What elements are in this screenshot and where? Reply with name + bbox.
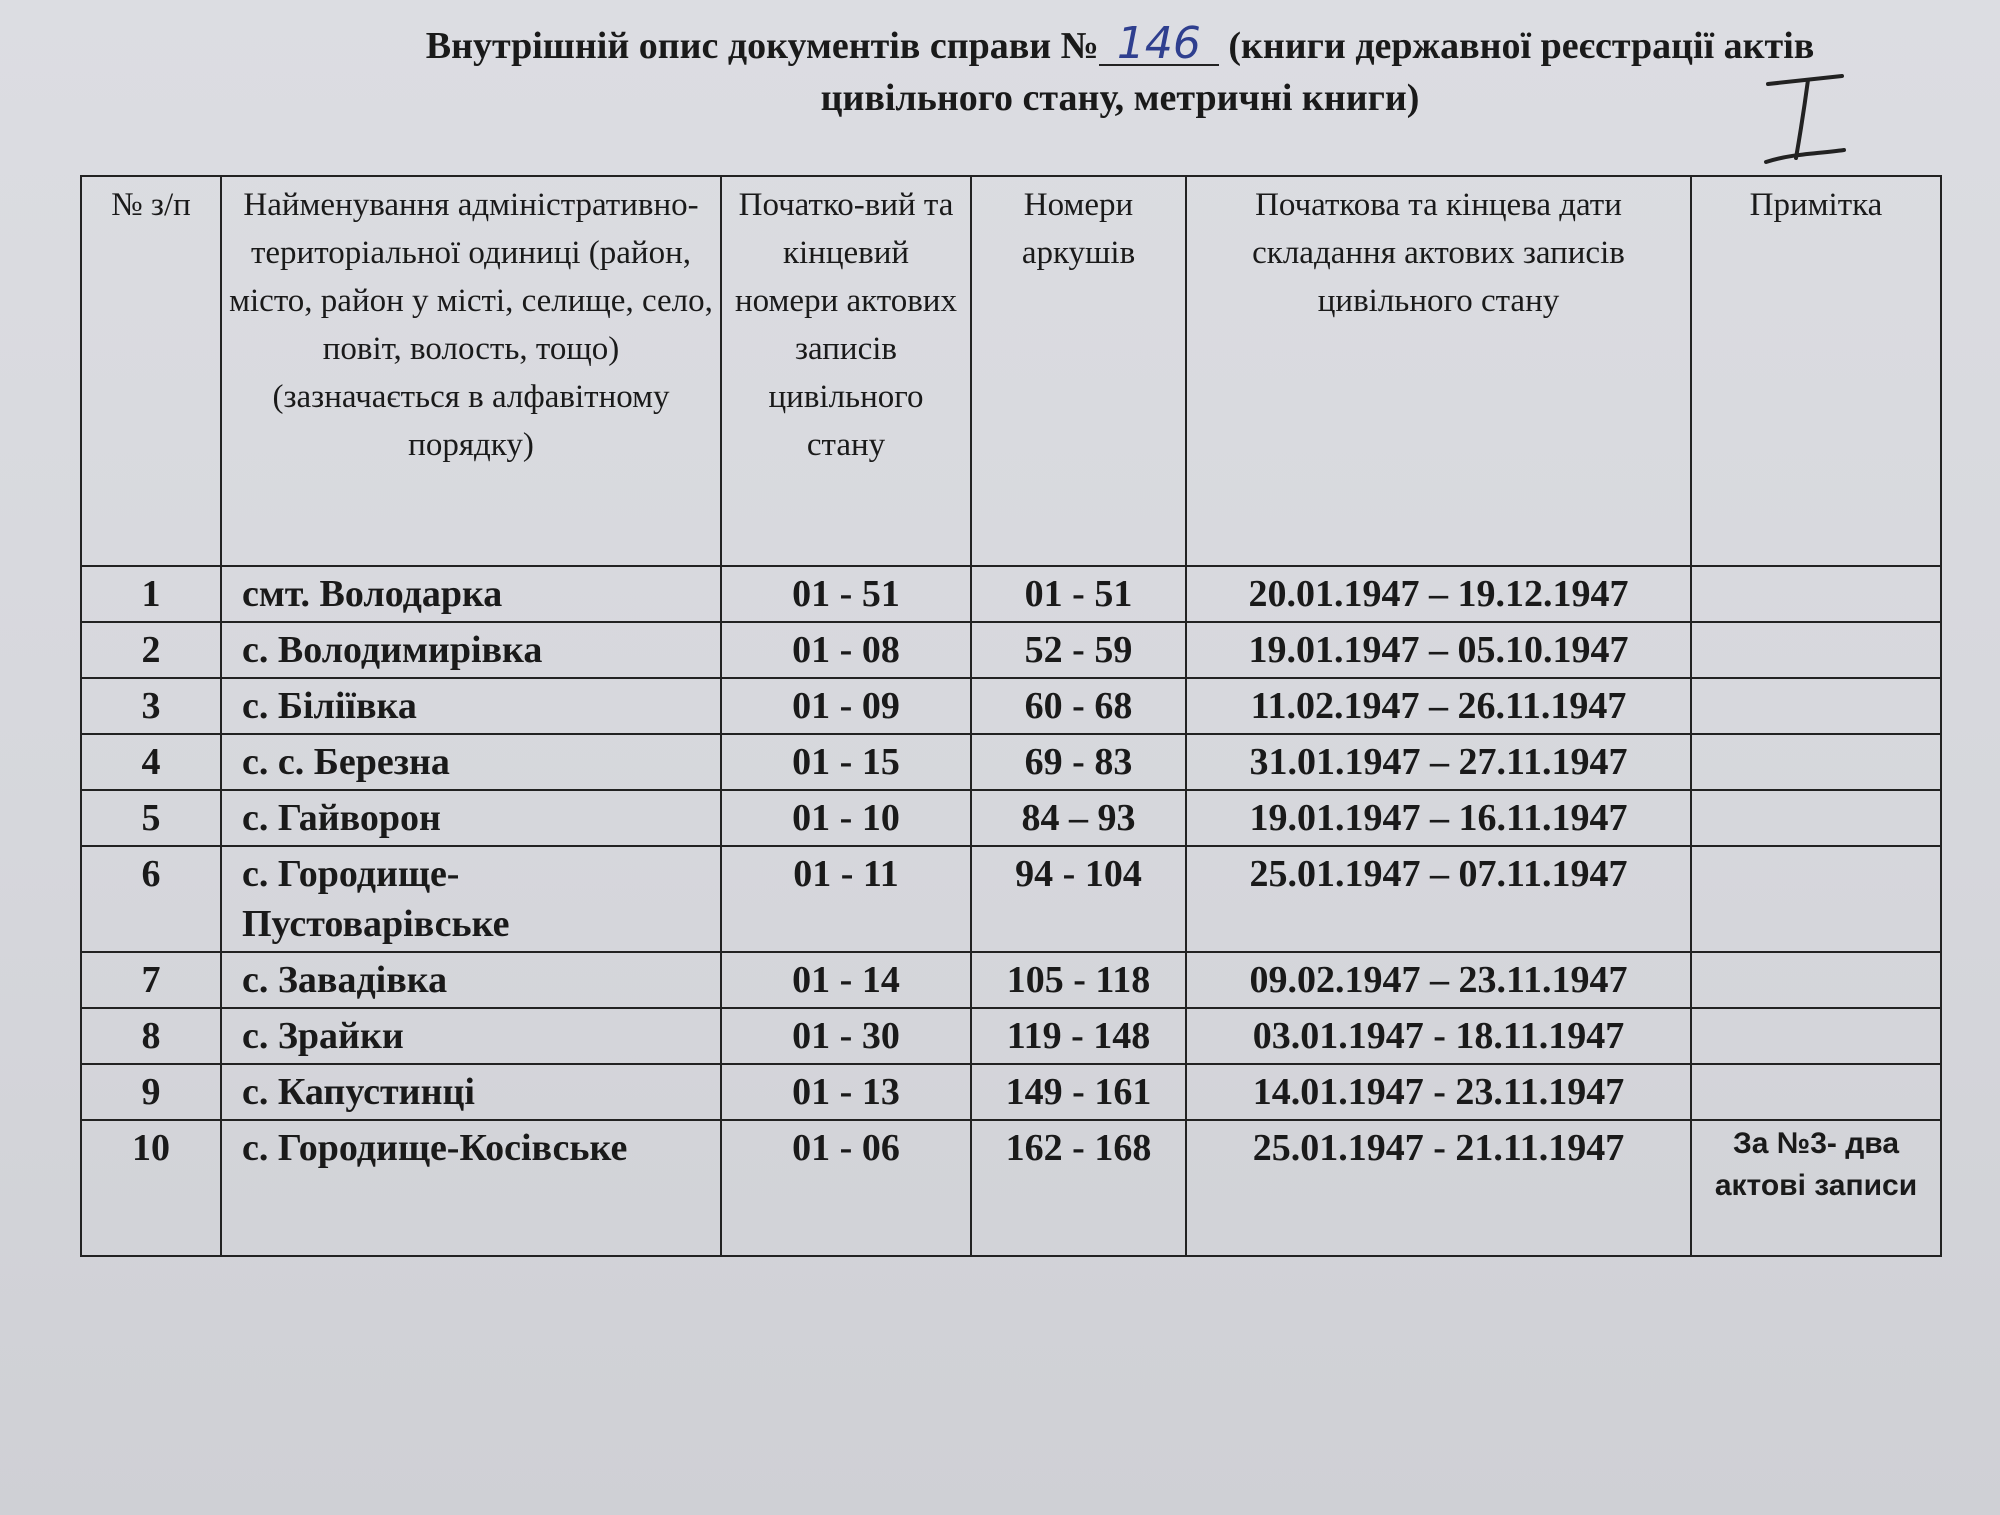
row-record-numbers: 01 - 30 <box>721 1008 971 1064</box>
title-line-1 <box>300 20 1940 72</box>
table-row <box>81 1008 1941 1064</box>
row-number: 7 <box>81 952 221 1008</box>
header-dates: Початкова та кінцева дати складання актових записів цивільного стану <box>1186 176 1691 566</box>
table-row <box>81 846 1941 952</box>
row-sheet-numbers: 60 - 68 <box>971 678 1186 734</box>
row-record-numbers: 01 - 09 <box>721 678 971 734</box>
row-territorial-unit: с. Зрайки <box>221 1008 721 1064</box>
row-sheet-numbers: 01 - 51 <box>971 566 1186 622</box>
row-sheet-numbers: 162 - 168 <box>971 1120 1186 1256</box>
row-record-numbers: 01 - 11 <box>721 846 971 952</box>
row-note <box>1691 566 1941 622</box>
header-sheet-numbers: Номери аркушів <box>971 176 1186 566</box>
row-territorial-unit: с. Городище-Пустоварівське <box>221 846 721 952</box>
row-note <box>1691 1008 1941 1064</box>
row-number: 9 <box>81 1064 221 1120</box>
row-territorial-unit: смт. Володарка <box>221 566 721 622</box>
row-record-numbers: 01 - 15 <box>721 734 971 790</box>
row-dates: 09.02.1947 – 23.11.1947 <box>1186 952 1691 1008</box>
table-row <box>81 566 1941 622</box>
row-note <box>1691 952 1941 1008</box>
row-dates: 14.01.1947 - 23.11.1947 <box>1186 1064 1691 1120</box>
row-record-numbers: 01 - 14 <box>721 952 971 1008</box>
row-note <box>1691 790 1941 846</box>
row-number: 5 <box>81 790 221 846</box>
row-sheet-numbers: 69 - 83 <box>971 734 1186 790</box>
row-dates: 25.01.1947 - 21.11.1947 <box>1186 1120 1691 1256</box>
header-number: № з/п <box>81 176 221 566</box>
row-record-numbers: 01 - 10 <box>721 790 971 846</box>
row-territorial-unit: с. Володимирівка <box>221 622 721 678</box>
table-row <box>81 622 1941 678</box>
row-note <box>1691 846 1941 952</box>
row-sheet-numbers: 105 - 118 <box>971 952 1186 1008</box>
row-sheet-numbers: 119 - 148 <box>971 1008 1186 1064</box>
title-prefix: Внутрішній опис документів справи № <box>425 25 1099 67</box>
inventory-table <box>80 175 1942 1257</box>
table-row <box>81 1120 1941 1256</box>
header-record-numbers: Початко-вий та кінцевий номери актових записів цивільного стану <box>721 176 971 566</box>
row-number: 10 <box>81 1120 221 1256</box>
table-row <box>81 734 1941 790</box>
row-number: 3 <box>81 678 221 734</box>
title-line-2: цивільного стану, метричні книги) <box>820 77 1420 119</box>
row-territorial-unit: с. Городище-Косівське <box>221 1120 721 1256</box>
row-record-numbers: 01 - 06 <box>721 1120 971 1256</box>
table-row <box>81 952 1941 1008</box>
row-sheet-numbers: 84 – 93 <box>971 790 1186 846</box>
row-dates: 31.01.1947 – 27.11.1947 <box>1186 734 1691 790</box>
volume-mark-handwritten <box>1760 70 1850 170</box>
row-number: 1 <box>81 566 221 622</box>
case-number-handwritten: 146 <box>1099 24 1219 66</box>
row-note <box>1691 678 1941 734</box>
table-row <box>81 790 1941 846</box>
row-note <box>1691 734 1941 790</box>
row-dates: 11.02.1947 – 26.11.1947 <box>1186 678 1691 734</box>
document-title <box>300 20 1940 124</box>
row-dates: 19.01.1947 – 16.11.1947 <box>1186 790 1691 846</box>
row-sheet-numbers: 149 - 161 <box>971 1064 1186 1120</box>
row-territorial-unit: с. с. Березна <box>221 734 721 790</box>
table-row <box>81 678 1941 734</box>
row-record-numbers: 01 - 13 <box>721 1064 971 1120</box>
row-record-numbers: 01 - 08 <box>721 622 971 678</box>
row-dates: 25.01.1947 – 07.11.1947 <box>1186 846 1691 952</box>
table-row <box>81 1064 1941 1120</box>
header-territorial-unit: Найменування адміністративно-територіальної одиниці (район, місто, район у місті, селище, село, повіт, волость, тощо) (зазначається в алфавітному порядку) <box>221 176 721 566</box>
row-dates: 03.01.1947 - 18.11.1947 <box>1186 1008 1691 1064</box>
row-number: 4 <box>81 734 221 790</box>
table-header-row <box>81 176 1941 566</box>
header-note: Примітка <box>1691 176 1941 566</box>
row-note: За №3- два актові записи <box>1691 1120 1941 1256</box>
row-note <box>1691 1064 1941 1120</box>
row-territorial-unit: с. Гайворон <box>221 790 721 846</box>
row-dates: 20.01.1947 – 19.12.1947 <box>1186 566 1691 622</box>
row-territorial-unit: с. Капустинці <box>221 1064 721 1120</box>
row-sheet-numbers: 52 - 59 <box>971 622 1186 678</box>
row-territorial-unit: с. Завадівка <box>221 952 721 1008</box>
row-sheet-numbers: 94 - 104 <box>971 846 1186 952</box>
row-record-numbers: 01 - 51 <box>721 566 971 622</box>
title-suffix: (книги державної реєстрації актів <box>1218 25 1815 67</box>
row-number: 6 <box>81 846 221 952</box>
row-number: 2 <box>81 622 221 678</box>
row-note <box>1691 622 1941 678</box>
row-territorial-unit: с. Біліївка <box>221 678 721 734</box>
row-dates: 19.01.1947 – 05.10.1947 <box>1186 622 1691 678</box>
row-number: 8 <box>81 1008 221 1064</box>
